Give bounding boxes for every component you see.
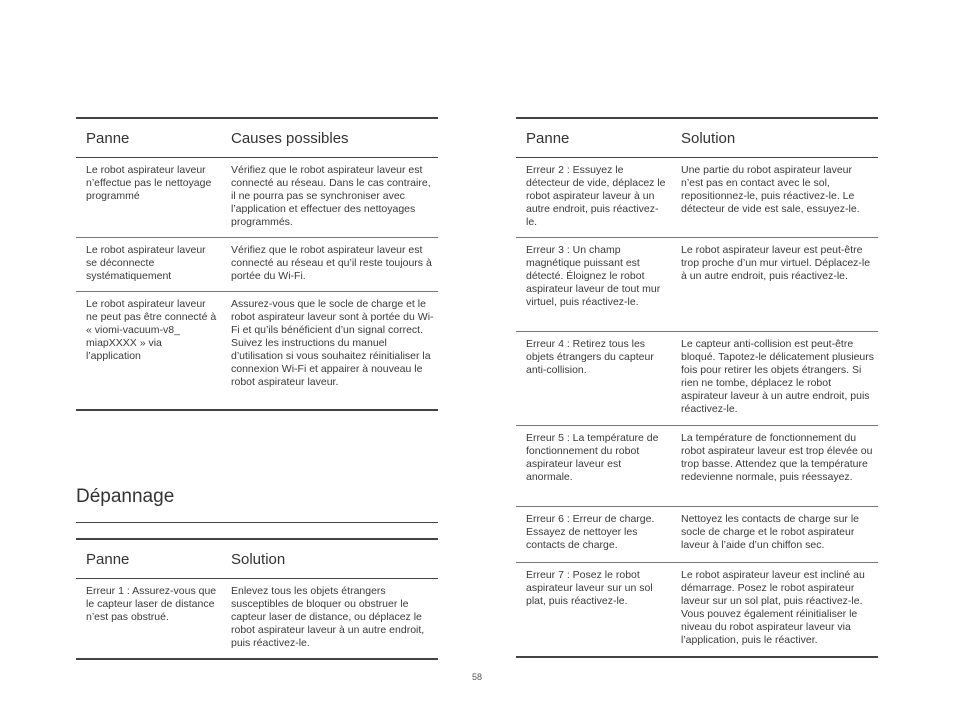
fault-cell: Le robot aspirateur laveur n’effectue pas le nettoyage programmé — [86, 164, 212, 202]
cause-cell: Assurez-vous que le socle de charge et le robot aspirateur laveur sont à portée du Wi-Fi et qu’ils bénéficient d’un signal correct. Suivez les instructions du manuel d’utilisation si vous souhaitez réinitialiser la connexion Wi-Fi et appairer à nouveau le robot aspirateur laveur. — [231, 298, 434, 388]
solution-cell: Enlevez tous les objets étrangers susceptibles de bloquer ou obstruer le capteur laser de distance, ou déplacez le robot aspirateur laveur à un autre endroit, puis réactivez-le. — [231, 585, 425, 649]
table-row — [516, 426, 878, 507]
table-header-row — [76, 539, 438, 579]
cause-cell: Vérifiez que le robot aspirateur laveur est connecté au réseau. Dans le cas contraire, il ne pourra pas se synchroniser avec l’application et effectuer des nettoyages programmés. — [231, 164, 431, 228]
left-solution-table — [76, 538, 438, 660]
solution-cell: Nettoyez les contacts de charge sur le socle de charge et le robot aspirateur laveur à l’aide d’un chiffon sec. — [681, 513, 860, 551]
fault-cell: Erreur 2 : Essuyez le détecteur de vide, déplacez le robot aspirateur laveur à un autre endroit, puis réactivez-le. — [526, 164, 666, 228]
right-solution-table — [516, 117, 878, 658]
fault-cell: Erreur 4 : Retirez tous les objets étrangers du capteur anti-collision. — [526, 338, 654, 376]
section-title-rule — [76, 522, 438, 523]
table-row — [516, 238, 878, 332]
header-solution: Solution — [231, 550, 286, 568]
solution-cell: Le robot aspirateur laveur est incliné au démarrage. Posez le robot aspirateur laveur sur un sol plat, puis réactivez-le. Vous pouvez également réinitialiser le niveau du robot aspirateur laveur via l’application, puis le réactiver. — [681, 569, 865, 646]
header-panne: Panne — [86, 550, 130, 568]
causes-table — [76, 117, 438, 411]
header-panne: Panne — [86, 129, 130, 147]
fault-cell: Le robot aspirateur laveur ne peut pas être connecté à « viomi-vacuum-v8_ miapXXXX » via l’application — [86, 298, 217, 362]
page-number: 58 — [471, 672, 482, 682]
table-header-row — [76, 118, 438, 158]
section-title: Dépannage — [76, 486, 175, 507]
fault-cell: Erreur 1 : Assurez-vous que le capteur laser de distance n’est pas obstrué. — [86, 585, 217, 623]
table-row — [76, 292, 438, 410]
solution-cell: Le robot aspirateur laveur est peut-être trop proche d’un mur virtuel. Déplacez-le à un autre endroit, puis réactivez-le. — [681, 244, 871, 282]
header-solution: Solution — [681, 129, 736, 147]
table-row — [516, 507, 878, 563]
fault-cell: Erreur 6 : Erreur de charge. Essayez de nettoyer les contacts de charge. — [526, 513, 655, 551]
table-row — [516, 158, 878, 238]
solution-cell: Une partie du robot aspirateur laveur n’est pas en contact avec le sol, repositionnez-le, puis réactivez-le. Le détecteur de vide est sale, essuyez-le. — [681, 164, 860, 215]
fault-cell: Erreur 5 : La température de fonctionnement du robot aspirateur laveur est anormale. — [526, 432, 659, 483]
table-row — [76, 579, 438, 660]
cause-cell: Vérifiez que le robot aspirateur laveur est connecté au réseau et qu’il reste toujours à portée du Wi-Fi. — [231, 244, 432, 282]
table-row — [516, 563, 878, 657]
fault-cell: Le robot aspirateur laveur se déconnecte systématiquement — [86, 244, 206, 282]
table-row — [516, 332, 878, 426]
table-header-row — [516, 118, 878, 158]
table-row — [76, 238, 438, 292]
solution-cell: Le capteur anti-collision est peut-être bloqué. Tapotez-le délicatement plusieurs fois pour retirer les objets étrangers. Si rien ne tombe, déplacez le robot aspirateur laveur à un autre endroit, puis réactivez-le. — [681, 338, 875, 415]
fault-cell: Erreur 3 : Un champ magnétique puissant est détecté. Éloignez le robot aspirateur laveur de tout mur virtuel, puis réactivez-le. — [526, 244, 661, 308]
fault-cell: Erreur 7 : Posez le robot aspirateur laveur sur un sol plat, puis réactivez-le. — [526, 569, 653, 607]
header-causes: Causes possibles — [231, 129, 349, 147]
table-row — [76, 158, 438, 238]
solution-cell: La température de fonctionnement du robot aspirateur laveur est trop élevée ou trop basse. Attendez que la température redevienne normale, puis réessayez. — [681, 432, 873, 483]
header-panne: Panne — [526, 129, 570, 147]
